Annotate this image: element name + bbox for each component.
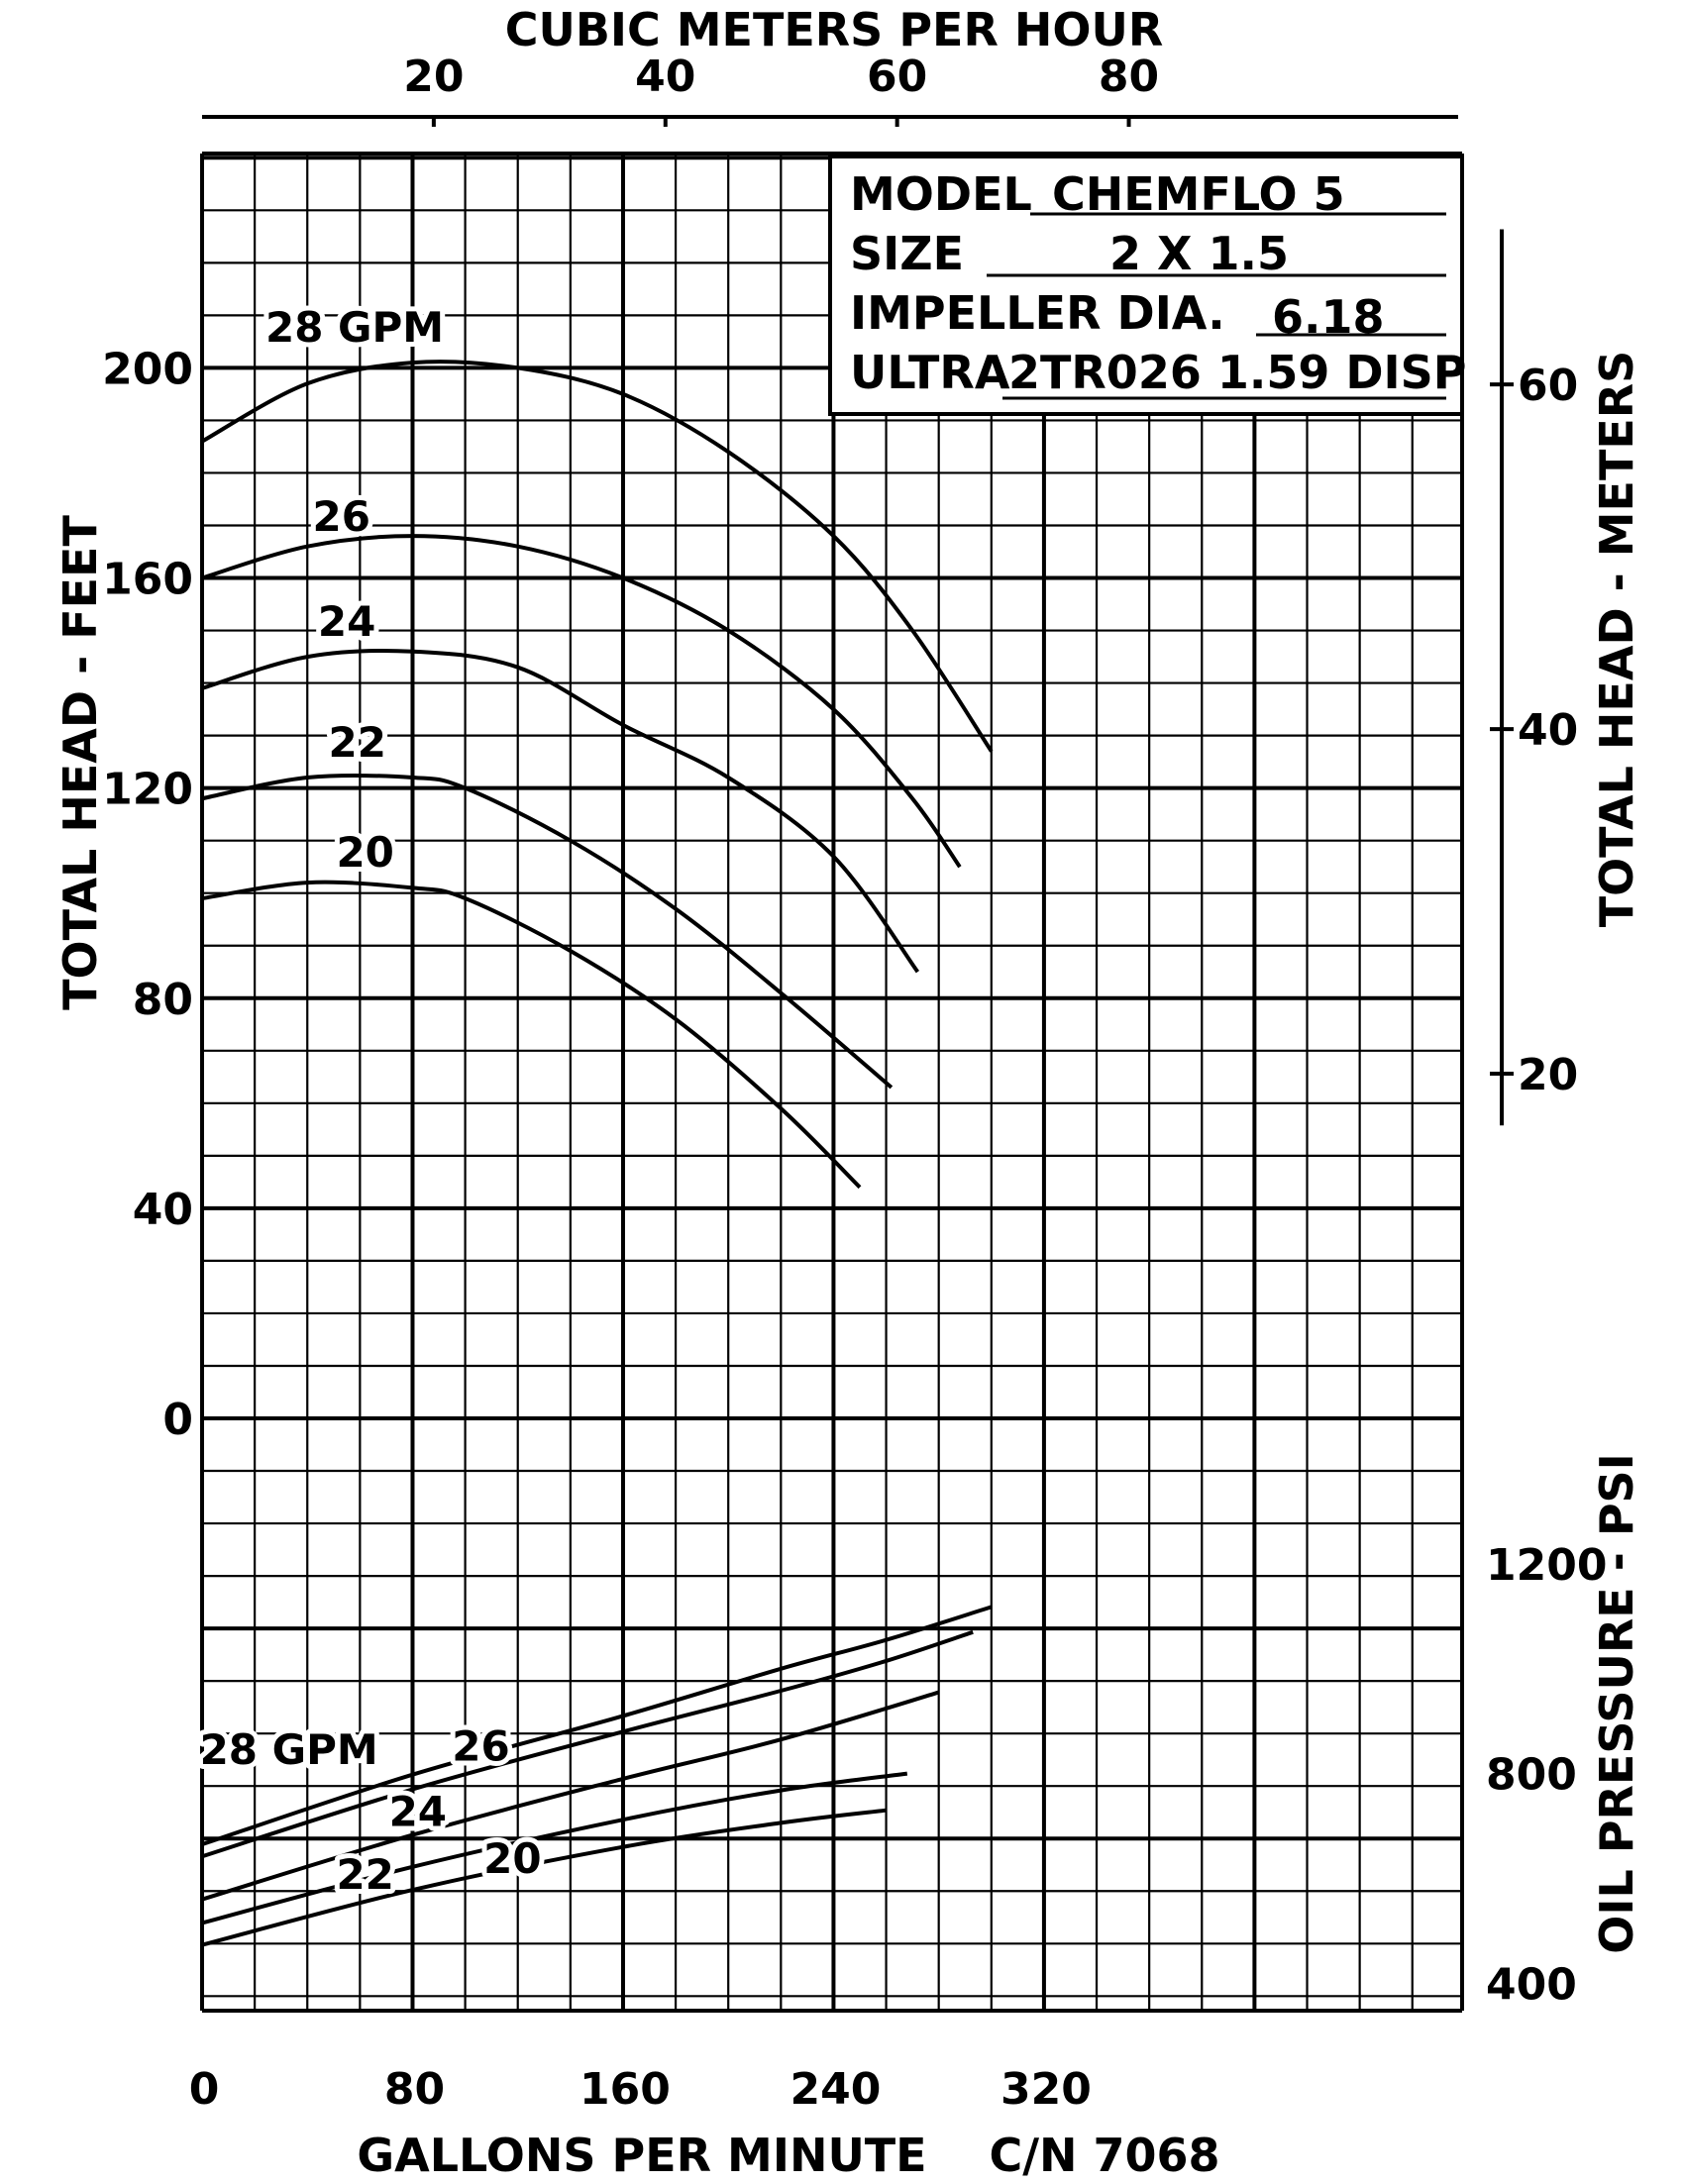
left-axis-tick-label: 0 — [162, 1395, 193, 1445]
head-curve-label: 28 GPM — [264, 302, 445, 352]
x-axis-title: GALLONS PER MINUTE — [357, 2129, 927, 2179]
top-axis-tick-label: 20 — [403, 52, 465, 102]
top-axis-tick-label: 40 — [635, 52, 696, 102]
catalog-number: C/N 7068 — [989, 2129, 1220, 2179]
pressure-curve-label: 20 — [483, 1834, 542, 1884]
left-axis-tick-label: 80 — [132, 974, 193, 1025]
head-curve-label: 26 — [312, 491, 370, 541]
right-pressure-axis-tick-label: 1200 — [1486, 1539, 1608, 1591]
pressure-curve-line — [202, 1811, 887, 1945]
pressure-curve-label: 28 GPM — [199, 1725, 378, 1775]
x-axis-tick-label: 80 — [383, 2064, 446, 2115]
head-curve-line — [202, 651, 917, 972]
left-axis-tick-label: 200 — [102, 344, 193, 395]
info-model-label: MODEL — [850, 167, 1032, 221]
right-pressure-axis-tick-label: 800 — [1486, 1749, 1577, 1801]
x-axis-tick-label: 320 — [1000, 2064, 1092, 2115]
grid — [199, 154, 1462, 2011]
x-axis-tick-label: 160 — [579, 2064, 671, 2115]
left-axis-tick-label: 120 — [102, 764, 193, 815]
top-axis-tick-label: 80 — [1098, 52, 1160, 102]
info-size-label: SIZE — [850, 227, 965, 280]
info-ultra-value: 2TR026 1.59 DISP — [1008, 346, 1467, 399]
top-axis-title: CUBIC METERS PER HOUR — [504, 3, 1164, 56]
x-axis-tick-label: 240 — [789, 2064, 882, 2115]
pressure-curve-label: 24 — [388, 1787, 448, 1836]
head-curve-label: 20 — [336, 828, 394, 878]
right-head-axis-tick-label: 40 — [1518, 705, 1579, 757]
left-axis-tick-label: 160 — [102, 554, 193, 605]
right-head-axis-tick-label: 60 — [1518, 361, 1579, 412]
info-size-value: 2 X 1.5 — [1109, 227, 1289, 280]
info-impeller-label: IMPELLER DIA. — [850, 286, 1225, 340]
info-impeller-value: 6.18 — [1272, 290, 1385, 344]
pressure-curve-label: 26 — [452, 1721, 510, 1771]
right-head-axis-tick-label: 20 — [1518, 1050, 1579, 1101]
right-pressure-axis-tick-label: 400 — [1486, 1959, 1577, 2011]
info-ultra-label: ULTRA — [850, 346, 1010, 399]
x-axis-tick-label: 0 — [188, 2064, 220, 2115]
head-curve-line — [202, 776, 892, 1088]
head-curve-label: 22 — [328, 717, 386, 767]
head-curve-line — [202, 883, 860, 1188]
pressure-curve-label: 22 — [336, 1850, 394, 1900]
left-axis-title: TOTAL HEAD - FEET — [53, 515, 107, 1010]
right-head-axis-title: TOTAL HEAD - METERS — [1590, 350, 1643, 928]
left-axis-tick-label: 40 — [132, 1184, 193, 1235]
info-model-value: CHEMFLO 5 — [1052, 167, 1345, 221]
top-axis-tick-label: 60 — [867, 52, 928, 102]
info-box — [830, 156, 1467, 414]
curves — [200, 303, 992, 1945]
right-pressure-axis-title: OIL PRESSURE - PSI — [1590, 1453, 1643, 1954]
head-curve-label: 24 — [317, 596, 376, 646]
